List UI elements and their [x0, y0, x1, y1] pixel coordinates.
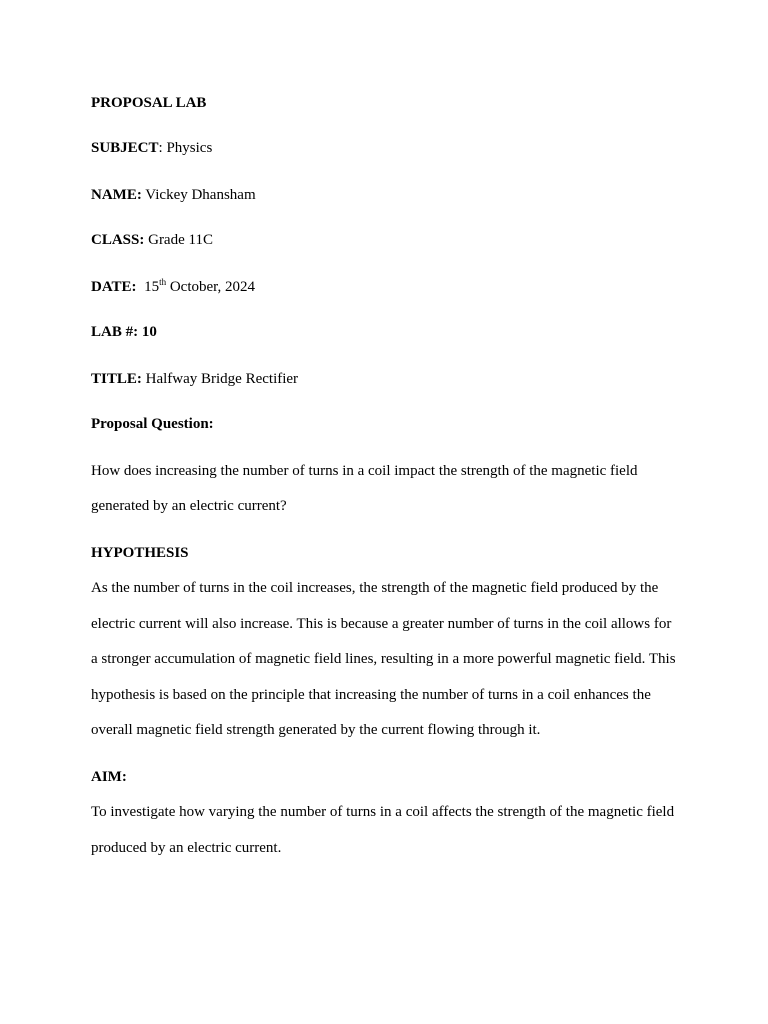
name-field — [91, 186, 256, 204]
class-label: CLASS: — [91, 232, 145, 248]
subject-label: SUBJECT — [91, 140, 159, 156]
hypothesis-line: a stronger accumulation of magnetic field lines, resulting in a more powerful magnetic field. This — [91, 651, 676, 667]
name-value: Vickey Dhansham — [141, 187, 256, 203]
aim-line: To investigate how varying the number of turns in a coil affects the strength of the magnetic field — [91, 804, 675, 820]
proposal-question-line: How does increasing the number of turns in a coil impact the strength of the magnetic field — [91, 463, 638, 479]
hypothesis-heading: HYPOTHESIS — [91, 545, 189, 561]
class-field — [91, 231, 213, 249]
hypothesis-line: As the number of turns in the coil increases, the strength of the magnetic field produced by the — [91, 580, 659, 596]
date-label: DATE: — [91, 279, 137, 295]
hypothesis-line: overall magnetic field strength generated by the current flowing through it. — [91, 722, 541, 738]
class-value: Grade 11C — [144, 232, 213, 248]
date-ordinal: th — [159, 277, 167, 287]
aim-heading: AIM: — [91, 769, 127, 785]
date-day: 15 — [144, 279, 160, 295]
subject-value: : Physics — [158, 140, 213, 156]
hypothesis-line: electric current will also increase. This is because a greater number of turns in the coil allows for — [91, 616, 672, 632]
name-label: NAME: — [91, 187, 142, 203]
date-rest: October, 2024 — [166, 279, 256, 295]
subject-field — [91, 139, 212, 157]
aim-line: produced by an electric current. — [91, 840, 282, 856]
title-field — [91, 370, 298, 388]
proposal-question-heading: Proposal Question: — [91, 416, 214, 432]
proposal-question-line: generated by an electric current? — [91, 498, 287, 514]
title-value: Halfway Bridge Rectifier — [141, 371, 299, 387]
hypothesis-line: hypothesis is based on the principle that increasing the number of turns in a coil enhances the — [91, 687, 651, 703]
date-field — [91, 278, 255, 297]
lab-number-field: LAB #: 10 — [91, 324, 157, 340]
title-label: TITLE: — [91, 371, 142, 387]
document-title: PROPOSAL LAB — [91, 95, 207, 111]
